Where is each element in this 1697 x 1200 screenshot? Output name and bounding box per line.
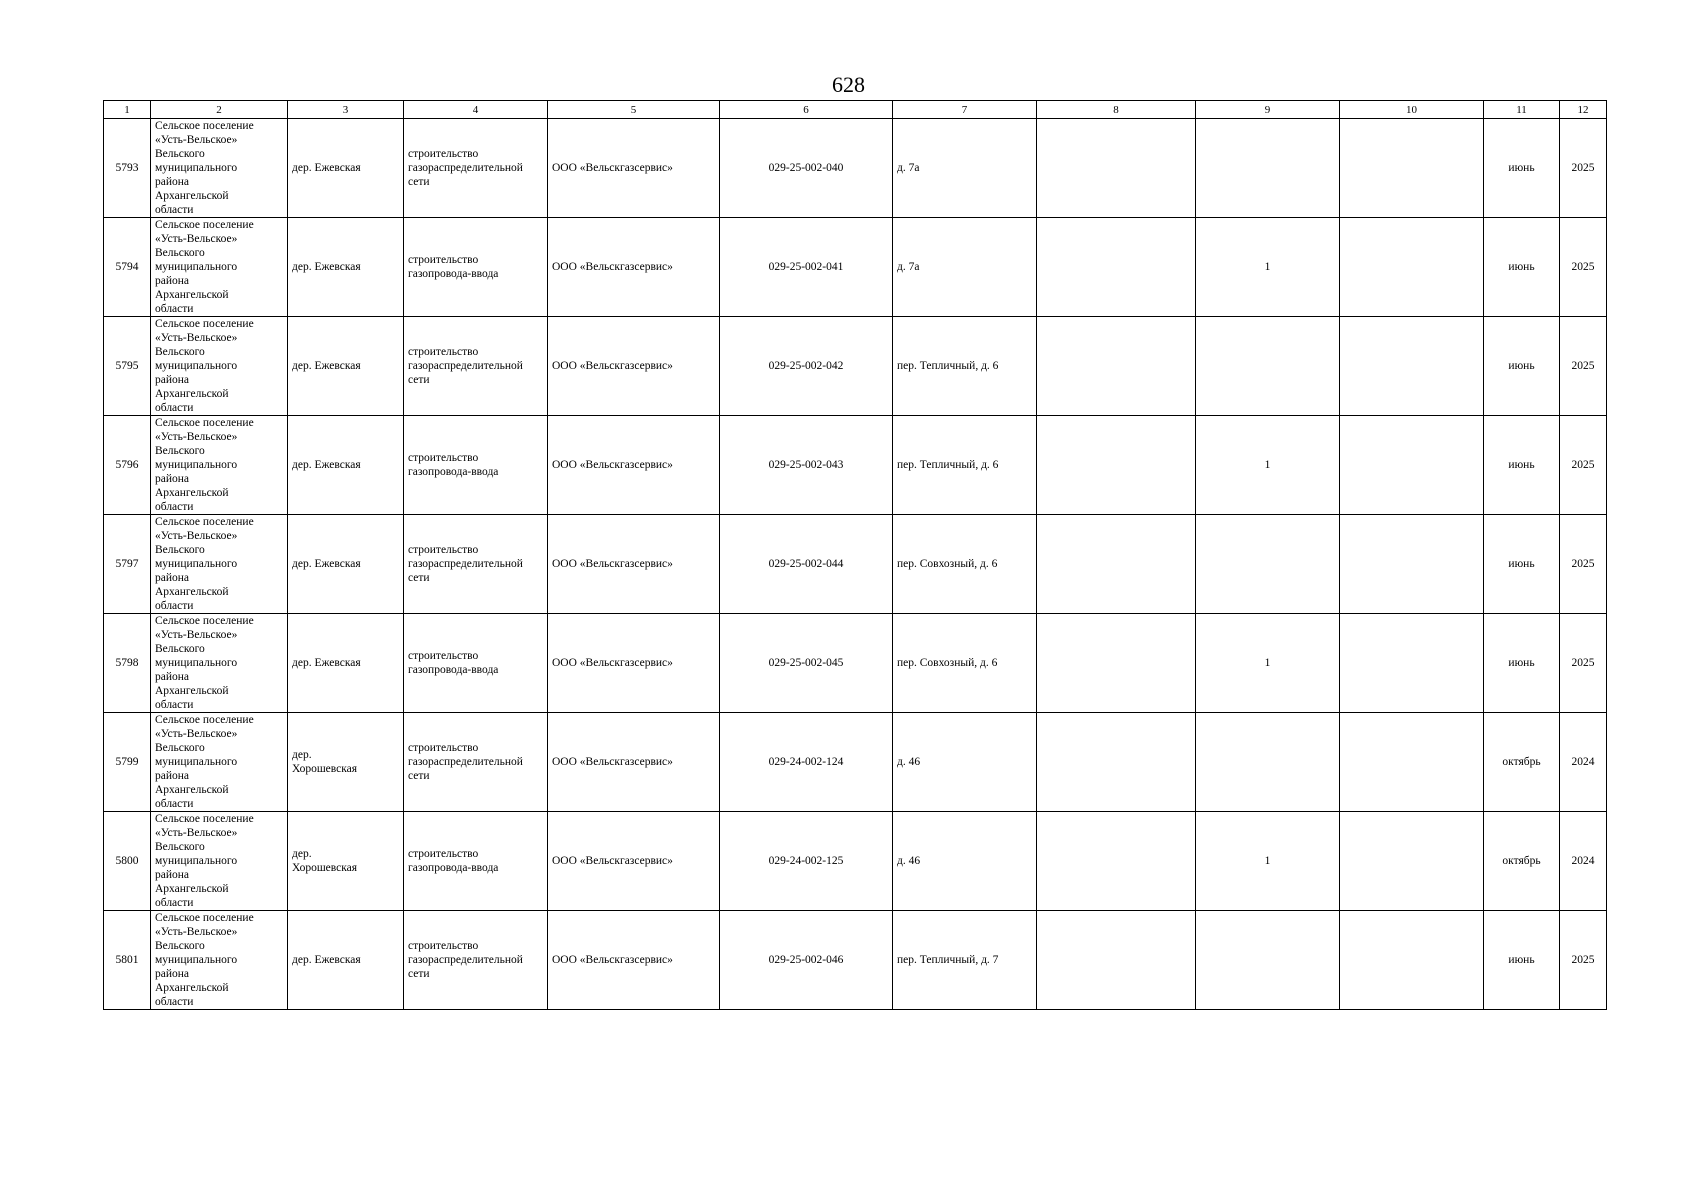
address-cell: пер. Тепличный, д. 6 — [893, 416, 1037, 515]
settlement-cell-line: района — [155, 869, 190, 881]
work-type-cell-line: газопровода-ввода — [408, 862, 499, 874]
column-10-cell — [1340, 416, 1484, 515]
month-cell: июнь — [1484, 911, 1560, 1010]
settlement-cell-line: области — [155, 699, 194, 711]
row-number-cell: 5796 — [104, 416, 151, 515]
column-8-cell — [1037, 812, 1196, 911]
work-type-cell-line: строительство — [408, 742, 479, 754]
settlement-cell-line: Сельское поселение — [155, 516, 254, 528]
column-9-cell — [1196, 911, 1340, 1010]
village-cell — [288, 812, 404, 911]
village-cell-line: дер. — [292, 848, 312, 860]
settlement-cell-line: Сельское поселение — [155, 318, 254, 330]
village-cell — [288, 317, 404, 416]
address-cell: пер. Тепличный, д. 7 — [893, 911, 1037, 1010]
work-type-cell — [404, 119, 548, 218]
work-type-cell-line: газопровода-ввода — [408, 268, 499, 280]
settlement-cell-line: Архангельской — [155, 883, 229, 895]
village-cell-line: дер. — [292, 749, 312, 761]
column-10-cell — [1340, 614, 1484, 713]
village-cell-line: Хорошевская — [292, 862, 358, 874]
settlement-cell-line: Архангельской — [155, 784, 229, 796]
settlement-cell — [151, 218, 288, 317]
settlement-cell-line: района — [155, 275, 190, 287]
settlement-cell-line: «Усть-Вельское» — [155, 926, 238, 938]
column-10-cell — [1340, 515, 1484, 614]
work-type-cell — [404, 713, 548, 812]
settlement-cell-line: муниципального — [155, 162, 238, 174]
settlement-cell-line: Архангельской — [155, 289, 229, 301]
address-cell: пер. Совхозный, д. 6 — [893, 515, 1037, 614]
settlement-cell-line: Сельское поселение — [155, 714, 254, 726]
work-type-cell-line: сети — [408, 968, 430, 980]
month-cell: октябрь — [1484, 713, 1560, 812]
object-code-cell: 029-25-002-043 — [720, 416, 893, 515]
column-8-cell — [1037, 614, 1196, 713]
object-code-cell: 029-25-002-042 — [720, 317, 893, 416]
settlement-cell-line: Вельского — [155, 445, 205, 457]
year-cell: 2025 — [1560, 119, 1607, 218]
settlement-cell-line: области — [155, 204, 194, 216]
column-8-cell — [1037, 416, 1196, 515]
settlement-cell-line: «Усть-Вельское» — [155, 134, 238, 146]
settlement-cell-line: Вельского — [155, 841, 205, 853]
settlement-cell-line: области — [155, 501, 194, 513]
settlement-cell-line: Сельское поселение — [155, 813, 254, 825]
village-cell-line: дер. Ежевская — [292, 261, 361, 273]
column-10-cell — [1340, 812, 1484, 911]
column-header: 9 — [1196, 101, 1340, 119]
column-9-cell — [1196, 119, 1340, 218]
work-type-cell-line: сети — [408, 572, 430, 584]
month-cell: июнь — [1484, 515, 1560, 614]
settlement-cell-line: Архангельской — [155, 685, 229, 697]
settlement-cell — [151, 515, 288, 614]
year-cell: 2024 — [1560, 812, 1607, 911]
settlement-cell-line: Сельское поселение — [155, 219, 254, 231]
work-type-cell — [404, 515, 548, 614]
village-cell — [288, 614, 404, 713]
object-code-cell: 029-25-002-040 — [720, 119, 893, 218]
column-header: 7 — [893, 101, 1037, 119]
month-cell: июнь — [1484, 614, 1560, 713]
column-9-cell — [1196, 515, 1340, 614]
address-cell: д. 46 — [893, 812, 1037, 911]
village-cell — [288, 515, 404, 614]
table-row — [104, 317, 1607, 416]
column-10-cell — [1340, 713, 1484, 812]
settlement-cell-line: области — [155, 996, 194, 1008]
village-cell-line: дер. Ежевская — [292, 360, 361, 372]
village-cell — [288, 911, 404, 1010]
settlement-cell-line: Архангельской — [155, 190, 229, 202]
column-8-cell — [1037, 218, 1196, 317]
settlement-cell-line: района — [155, 968, 190, 980]
settlement-cell-line: Сельское поселение — [155, 417, 254, 429]
row-number-cell: 5799 — [104, 713, 151, 812]
object-code-cell: 029-24-002-124 — [720, 713, 893, 812]
work-type-cell — [404, 416, 548, 515]
settlement-cell-line: Вельского — [155, 544, 205, 556]
settlement-cell-line: муниципального — [155, 261, 238, 273]
settlement-cell — [151, 317, 288, 416]
work-type-cell-line: газораспределительной — [408, 360, 523, 372]
village-cell — [288, 119, 404, 218]
address-cell: пер. Совхозный, д. 6 — [893, 614, 1037, 713]
settlement-cell-line: Архангельской — [155, 982, 229, 994]
year-cell: 2025 — [1560, 515, 1607, 614]
address-cell: д. 7а — [893, 218, 1037, 317]
operator-cell: ООО «Вельскгазсервис» — [548, 119, 720, 218]
table-row — [104, 515, 1607, 614]
column-header: 10 — [1340, 101, 1484, 119]
village-cell-line: дер. Ежевская — [292, 657, 361, 669]
column-9-cell: 1 — [1196, 812, 1340, 911]
year-cell: 2024 — [1560, 713, 1607, 812]
work-type-cell-line: сети — [408, 770, 430, 782]
column-9-cell — [1196, 317, 1340, 416]
table-row — [104, 911, 1607, 1010]
settlement-cell-line: Вельского — [155, 247, 205, 259]
settlement-cell-line: Сельское поселение — [155, 120, 254, 132]
row-number-cell: 5795 — [104, 317, 151, 416]
operator-cell: ООО «Вельскгазсервис» — [548, 317, 720, 416]
settlement-cell-line: «Усть-Вельское» — [155, 332, 238, 344]
column-10-cell — [1340, 317, 1484, 416]
work-type-cell-line: газораспределительной — [408, 162, 523, 174]
work-type-cell-line: строительство — [408, 254, 479, 266]
village-cell-line: дер. Ежевская — [292, 459, 361, 471]
column-10-cell — [1340, 119, 1484, 218]
work-type-cell-line: строительство — [408, 940, 479, 952]
column-9-cell: 1 — [1196, 416, 1340, 515]
table-row — [104, 119, 1607, 218]
column-10-cell — [1340, 218, 1484, 317]
column-8-cell — [1037, 317, 1196, 416]
table-row — [104, 713, 1607, 812]
settlement-cell-line: района — [155, 473, 190, 485]
settlement-cell — [151, 812, 288, 911]
settlement-cell-line: Сельское поселение — [155, 615, 254, 627]
column-9-cell: 1 — [1196, 614, 1340, 713]
column-header: 4 — [404, 101, 548, 119]
month-cell: июнь — [1484, 119, 1560, 218]
settlement-cell-line: района — [155, 770, 190, 782]
row-number-cell: 5797 — [104, 515, 151, 614]
table-row — [104, 416, 1607, 515]
column-8-cell — [1037, 713, 1196, 812]
settlement-cell-line: района — [155, 671, 190, 683]
row-number-cell: 5800 — [104, 812, 151, 911]
settlement-cell — [151, 614, 288, 713]
operator-cell: ООО «Вельскгазсервис» — [548, 713, 720, 812]
settlement-cell-line: области — [155, 897, 194, 909]
settlement-cell-line: Вельского — [155, 643, 205, 655]
operator-cell: ООО «Вельскгазсервис» — [548, 614, 720, 713]
year-cell: 2025 — [1560, 911, 1607, 1010]
settlement-cell-line: муниципального — [155, 657, 238, 669]
row-number-cell: 5798 — [104, 614, 151, 713]
registry-table — [103, 100, 1607, 1010]
table-row — [104, 812, 1607, 911]
settlement-cell-line: области — [155, 600, 194, 612]
settlement-cell-line: области — [155, 402, 194, 414]
settlement-cell-line: «Усть-Вельское» — [155, 530, 238, 542]
column-8-cell — [1037, 911, 1196, 1010]
row-number-cell: 5793 — [104, 119, 151, 218]
settlement-cell-line: «Усть-Вельское» — [155, 827, 238, 839]
settlement-cell-line: Сельское поселение — [155, 912, 254, 924]
operator-cell: ООО «Вельскгазсервис» — [548, 416, 720, 515]
operator-cell: ООО «Вельскгазсервис» — [548, 911, 720, 1010]
page-number: 628 — [832, 72, 865, 97]
address-cell: пер. Тепличный, д. 6 — [893, 317, 1037, 416]
column-number-row — [104, 101, 1607, 119]
table-row — [104, 614, 1607, 713]
work-type-cell-line: строительство — [408, 848, 479, 860]
settlement-cell-line: «Усть-Вельское» — [155, 431, 238, 443]
work-type-cell — [404, 911, 548, 1010]
table-row — [104, 218, 1607, 317]
work-type-cell-line: строительство — [408, 544, 479, 556]
column-header: 2 — [151, 101, 288, 119]
settlement-cell-line: Архангельской — [155, 487, 229, 499]
column-8-cell — [1037, 515, 1196, 614]
work-type-cell-line: газораспределительной — [408, 954, 523, 966]
settlement-cell — [151, 416, 288, 515]
village-cell — [288, 218, 404, 317]
settlement-cell-line: муниципального — [155, 360, 238, 372]
month-cell: июнь — [1484, 416, 1560, 515]
column-8-cell — [1037, 119, 1196, 218]
address-cell: д. 7а — [893, 119, 1037, 218]
row-number-cell: 5801 — [104, 911, 151, 1010]
column-header: 12 — [1560, 101, 1607, 119]
object-code-cell: 029-25-002-044 — [720, 515, 893, 614]
column-header: 1 — [104, 101, 151, 119]
village-cell — [288, 713, 404, 812]
settlement-cell — [151, 119, 288, 218]
column-9-cell — [1196, 713, 1340, 812]
work-type-cell-line: сети — [408, 176, 430, 188]
work-type-cell — [404, 614, 548, 713]
object-code-cell: 029-25-002-045 — [720, 614, 893, 713]
settlement-cell-line: Вельского — [155, 148, 205, 160]
table-body — [104, 119, 1607, 1010]
row-number-cell: 5794 — [104, 218, 151, 317]
settlement-cell-line: района — [155, 176, 190, 188]
settlement-cell-line: области — [155, 303, 194, 315]
settlement-cell-line: муниципального — [155, 459, 238, 471]
column-header: 11 — [1484, 101, 1560, 119]
month-cell: октябрь — [1484, 812, 1560, 911]
settlement-cell-line: муниципального — [155, 558, 238, 570]
settlement-cell-line: Архангельской — [155, 388, 229, 400]
settlement-cell — [151, 911, 288, 1010]
village-cell-line: дер. Ежевская — [292, 162, 361, 174]
work-type-cell-line: строительство — [408, 346, 479, 358]
object-code-cell: 029-24-002-125 — [720, 812, 893, 911]
column-10-cell — [1340, 911, 1484, 1010]
object-code-cell: 029-25-002-046 — [720, 911, 893, 1010]
month-cell: июнь — [1484, 317, 1560, 416]
year-cell: 2025 — [1560, 317, 1607, 416]
work-type-cell-line: строительство — [408, 452, 479, 464]
work-type-cell — [404, 812, 548, 911]
work-type-cell-line: газораспределительной — [408, 558, 523, 570]
village-cell — [288, 416, 404, 515]
column-9-cell: 1 — [1196, 218, 1340, 317]
operator-cell: ООО «Вельскгазсервис» — [548, 812, 720, 911]
settlement-cell-line: района — [155, 374, 190, 386]
column-header: 5 — [548, 101, 720, 119]
address-cell: д. 46 — [893, 713, 1037, 812]
operator-cell: ООО «Вельскгазсервис» — [548, 218, 720, 317]
settlement-cell-line: муниципального — [155, 756, 238, 768]
object-code-cell: 029-25-002-041 — [720, 218, 893, 317]
settlement-cell-line: Вельского — [155, 940, 205, 952]
settlement-cell-line: муниципального — [155, 954, 238, 966]
year-cell: 2025 — [1560, 614, 1607, 713]
work-type-cell-line: газопровода-ввода — [408, 466, 499, 478]
year-cell: 2025 — [1560, 218, 1607, 317]
column-header: 3 — [288, 101, 404, 119]
work-type-cell-line: сети — [408, 374, 430, 386]
work-type-cell-line: строительство — [408, 650, 479, 662]
settlement-cell-line: области — [155, 798, 194, 810]
work-type-cell-line: газопровода-ввода — [408, 664, 499, 676]
work-type-cell — [404, 317, 548, 416]
settlement-cell — [151, 713, 288, 812]
village-cell-line: Хорошевская — [292, 763, 358, 775]
village-cell-line: дер. Ежевская — [292, 954, 361, 966]
month-cell: июнь — [1484, 218, 1560, 317]
work-type-cell-line: строительство — [408, 148, 479, 160]
village-cell-line: дер. Ежевская — [292, 558, 361, 570]
settlement-cell-line: района — [155, 572, 190, 584]
work-type-cell-line: газораспределительной — [408, 756, 523, 768]
operator-cell: ООО «Вельскгазсервис» — [548, 515, 720, 614]
settlement-cell-line: «Усть-Вельское» — [155, 629, 238, 641]
settlement-cell-line: «Усть-Вельское» — [155, 728, 238, 740]
year-cell: 2025 — [1560, 416, 1607, 515]
settlement-cell-line: Вельского — [155, 742, 205, 754]
work-type-cell — [404, 218, 548, 317]
settlement-cell-line: Архангельской — [155, 586, 229, 598]
column-header: 8 — [1037, 101, 1196, 119]
settlement-cell-line: Вельского — [155, 346, 205, 358]
settlement-cell-line: муниципального — [155, 855, 238, 867]
column-header: 6 — [720, 101, 893, 119]
settlement-cell-line: «Усть-Вельское» — [155, 233, 238, 245]
